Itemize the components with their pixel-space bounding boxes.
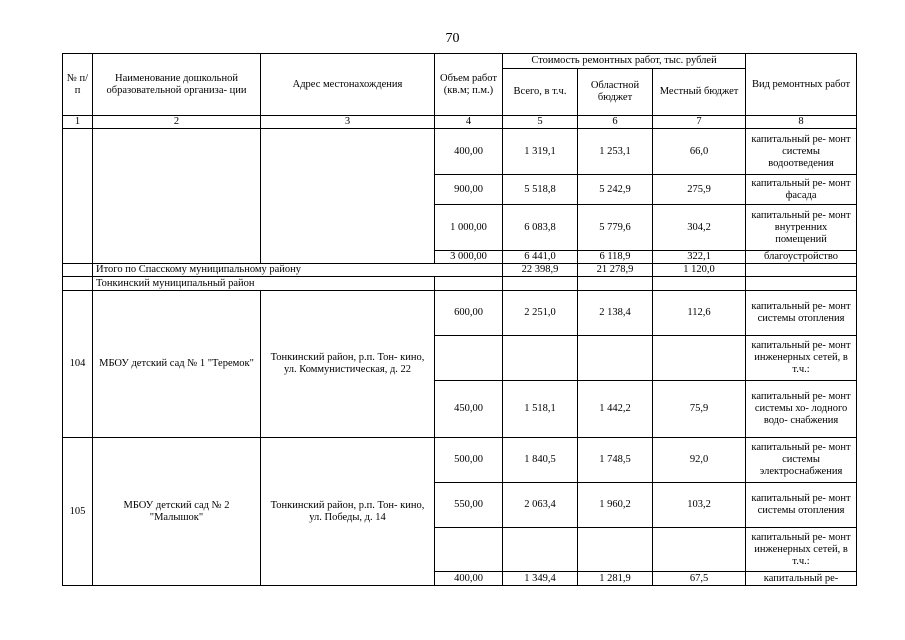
cell-total: 1 840,5 — [503, 438, 578, 483]
spassky-total-label: Итого по Спасскому муниципальному району — [93, 264, 503, 277]
cell-local: 67,5 — [653, 572, 746, 586]
cell-local: 75,9 — [653, 381, 746, 438]
cell-type-empty — [746, 264, 857, 277]
cell-volume: 900,00 — [435, 175, 503, 205]
cell-regional: 1 748,5 — [578, 438, 653, 483]
district-heading-row — [63, 277, 857, 291]
cell-type: капитальный ре- монт инженерных сетей, в т.ч.: — [746, 528, 857, 572]
cell-regional — [578, 336, 653, 381]
org105-name: МБОУ детский сад № 2 "Малышок" — [93, 438, 261, 586]
cell-local: 103,2 — [653, 483, 746, 528]
cell-local: 322,1 — [653, 251, 746, 264]
cell-type: капитальный ре- — [746, 572, 857, 586]
spassky-total-row — [63, 264, 857, 277]
cell-total: 5 518,8 — [503, 175, 578, 205]
col-number: 7 — [653, 116, 746, 129]
cell-total — [503, 528, 578, 572]
cell-regional: 1 442,2 — [578, 381, 653, 438]
cell-num-empty — [63, 129, 93, 264]
cell-regional: 1 253,1 — [578, 129, 653, 175]
cell-total — [503, 336, 578, 381]
cell-volume: 600,00 — [435, 291, 503, 336]
cell-regional: 5 779,6 — [578, 205, 653, 251]
cell-regional — [578, 528, 653, 572]
cell-volume: 1 000,00 — [435, 205, 503, 251]
table-row — [63, 438, 857, 483]
col-number: 2 — [93, 116, 261, 129]
header-cost-group: Стоимость ремонтных работ, тыс. рублей — [503, 54, 746, 69]
table-row — [63, 291, 857, 336]
header-regional: Областной бюджет — [578, 69, 653, 116]
spassky-total-total: 22 398,9 — [503, 264, 578, 277]
cell-total: 6 441,0 — [503, 251, 578, 264]
cell-type: капитальный ре- монт системы отопления — [746, 291, 857, 336]
col-number: 3 — [261, 116, 435, 129]
cell-type: капитальный ре- монт системы хо- лодного водо- снабжения — [746, 381, 857, 438]
header-type: Вид ремонтных работ — [746, 54, 857, 116]
col-number: 4 — [435, 116, 503, 129]
cell-total: 6 083,8 — [503, 205, 578, 251]
cell-volume: 550,00 — [435, 483, 503, 528]
cell-type: благоустройство — [746, 251, 857, 264]
cell-empty — [653, 277, 746, 291]
org105-num: 105 — [63, 438, 93, 586]
cell-volume: 450,00 — [435, 381, 503, 438]
cell-regional: 5 242,9 — [578, 175, 653, 205]
cell-volume: 3 000,00 — [435, 251, 503, 264]
col-number: 1 — [63, 116, 93, 129]
cell-type: капитальный ре- монт системы отопления — [746, 483, 857, 528]
cell-total: 1 518,1 — [503, 381, 578, 438]
header-row — [63, 54, 857, 69]
org105-address: Тонкинский район, р.п. Тон- кино, ул. Победы, д. 14 — [261, 438, 435, 586]
cell-volume: 400,00 — [435, 572, 503, 586]
cell-type: капитальный ре- монт инженерных сетей, в т.ч.: — [746, 336, 857, 381]
repair-works-table — [62, 53, 857, 586]
header-local: Местный бюджет — [653, 69, 746, 116]
cell-type: капитальный ре- монт внутренних помещений — [746, 205, 857, 251]
cell-volume — [435, 528, 503, 572]
cell-empty — [746, 277, 857, 291]
org104-name: МБОУ детский сад № 1 "Теремок" — [93, 291, 261, 438]
cell-type: капитальный ре- монт фасада — [746, 175, 857, 205]
org104-address: Тонкинский район, р.п. Тон- кино, ул. Коммунистическая, д. 22 — [261, 291, 435, 438]
header-total: Всего, в т.ч. — [503, 69, 578, 116]
header-volume: Объем работ (кв.м; п.м.) — [435, 54, 503, 116]
cell-regional: 6 118,9 — [578, 251, 653, 264]
cell-regional: 1 960,2 — [578, 483, 653, 528]
header-name: Наименование дошкольной образовательной организа- ции — [93, 54, 261, 116]
cell-empty — [578, 277, 653, 291]
spassky-total-local: 1 120,0 — [653, 264, 746, 277]
cell-address-empty — [261, 129, 435, 264]
cell-regional: 2 138,4 — [578, 291, 653, 336]
cell-total: 1 319,1 — [503, 129, 578, 175]
cell-local: 275,9 — [653, 175, 746, 205]
cell-volume: 500,00 — [435, 438, 503, 483]
cell-local: 66,0 — [653, 129, 746, 175]
cell-empty — [435, 277, 503, 291]
cell-volume: 400,00 — [435, 129, 503, 175]
cell-type: капитальный ре- монт системы электроснабжения — [746, 438, 857, 483]
table-row — [63, 129, 857, 175]
header-num: № п/п — [63, 54, 93, 116]
page-number: 70 — [445, 31, 460, 46]
cell-local: 304,2 — [653, 205, 746, 251]
cell-num-empty — [63, 264, 93, 277]
spassky-total-regional: 21 278,9 — [578, 264, 653, 277]
cell-volume — [435, 336, 503, 381]
cell-total: 2 063,4 — [503, 483, 578, 528]
col-number: 8 — [746, 116, 857, 129]
cell-type: капитальный ре- монт системы водоотведения — [746, 129, 857, 175]
district-title: Тонкинский муниципальный район — [93, 277, 435, 291]
cell-local: 92,0 — [653, 438, 746, 483]
cell-local: 112,6 — [653, 291, 746, 336]
cell-empty — [503, 277, 578, 291]
col-number: 5 — [503, 116, 578, 129]
org104-num: 104 — [63, 291, 93, 438]
col-number: 6 — [578, 116, 653, 129]
header-address: Адрес местонахождения — [261, 54, 435, 116]
column-numbers-row — [63, 116, 857, 129]
cell-total: 2 251,0 — [503, 291, 578, 336]
cell-name-empty — [93, 129, 261, 264]
cell-num-empty — [63, 277, 93, 291]
cell-local — [653, 336, 746, 381]
cell-total: 1 349,4 — [503, 572, 578, 586]
cell-local — [653, 528, 746, 572]
cell-regional: 1 281,9 — [578, 572, 653, 586]
